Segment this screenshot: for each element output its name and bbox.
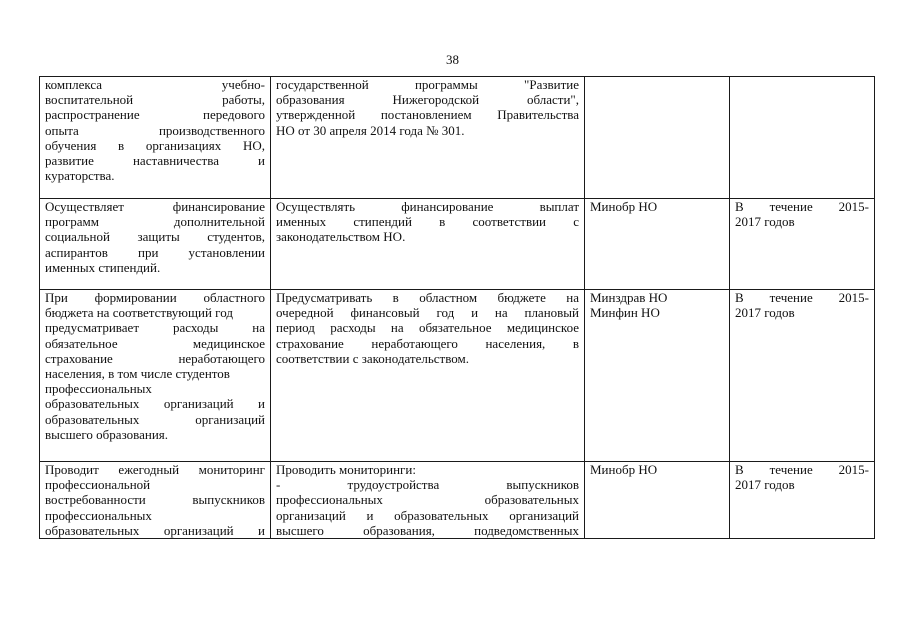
text-line: развитие наставничества и — [45, 153, 265, 169]
text-line: высшего образования. — [45, 426, 169, 442]
text-line: социальной защиты студентов, — [45, 229, 265, 245]
text-line: высшего образования, подведомственных — [276, 522, 579, 538]
text-line: обучения в организациях НО, — [45, 137, 265, 153]
text-line: Минздрав НО — [590, 290, 668, 305]
text-line: кураторства. — [45, 168, 115, 184]
text-line: образовательных организаций и — [45, 522, 265, 538]
text-line: организаций и образовательных организаций — [276, 507, 579, 523]
text-line: соответствии с законодательством. — [276, 350, 470, 366]
text-line: востребованности выпускников — [45, 492, 265, 508]
text-line: именных стипендий в соответствии с — [276, 214, 579, 230]
text-line: именных стипендий. — [45, 259, 161, 275]
responsible-cell — [585, 290, 730, 462]
text-line: законодательством НО. — [276, 229, 406, 245]
text-line: населения, в том числе студентов — [45, 366, 230, 382]
deadline-cell — [730, 199, 875, 290]
text-line: - трудоустройства выпускников — [276, 477, 579, 493]
deadline-cell — [730, 462, 875, 539]
text-line: В течение 2015- — [735, 290, 869, 305]
table-row — [40, 290, 875, 462]
text-line: Предусматривать в областном бюджете на — [276, 290, 579, 305]
text-line: бюджета на соответствующий год — [45, 305, 233, 321]
text-line: профессиональных — [45, 507, 152, 523]
measures-table — [39, 76, 875, 539]
text-line: программ дополнительной — [45, 214, 265, 230]
text-line: обязательное медицинское — [45, 335, 265, 351]
text-line: Минобр НО — [590, 462, 658, 477]
responsible-cell — [585, 199, 730, 290]
text-line: аспирантов при установлении — [45, 244, 265, 260]
text-line: профессиональных — [45, 381, 152, 397]
text-line: В течение 2015- — [735, 462, 869, 477]
text-line: При формировании областного — [45, 290, 265, 305]
measure-cell — [40, 199, 271, 290]
text-line: комплекса учебно- — [45, 77, 265, 92]
text-line: воспитательной работы, — [45, 92, 265, 108]
text-line: Минфин НО — [590, 305, 660, 321]
text-line: 2017 годов — [735, 305, 795, 321]
text-line: опыта производственного — [45, 122, 265, 138]
text-line: профессиональных образовательных — [276, 492, 579, 508]
responsible-cell — [585, 462, 730, 539]
text-line: Проводит ежегодный мониторинг — [45, 462, 265, 477]
text-line: Проводить мониторинги: — [276, 462, 416, 477]
text-line: образовательных организаций и — [45, 396, 265, 412]
text-line: Осуществляет финансирование — [45, 199, 265, 214]
action-cell — [271, 290, 585, 462]
text-line: период расходы на обязательное медицинское — [276, 320, 579, 336]
action-cell — [271, 199, 585, 290]
action-cell — [271, 77, 585, 199]
text-line: 2017 годов — [735, 477, 795, 493]
table-row — [40, 77, 875, 199]
text-line: распространение передового — [45, 107, 265, 123]
text-line: государственной программы "Развитие — [276, 77, 579, 92]
text-line: В течение 2015- — [735, 199, 869, 214]
measure-cell — [40, 462, 271, 539]
action-cell — [271, 462, 585, 539]
text-line: страхование неработающего — [45, 350, 265, 366]
text-line: страхование неработающего населения, в — [276, 335, 579, 351]
table-row — [40, 462, 875, 539]
text-line: НО от 30 апреля 2014 года № 301. — [276, 122, 465, 138]
text-line: образовательных организаций — [45, 411, 265, 427]
table-row — [40, 199, 875, 290]
text-line: 2017 годов — [735, 214, 795, 230]
responsible-cell — [585, 77, 730, 199]
text-line: профессиональной — [45, 477, 151, 493]
text-line: образования Нижегородской области", — [276, 92, 579, 108]
page-number: 38 — [446, 52, 459, 67]
measure-cell — [40, 77, 271, 199]
text-line: утвержденной постановлением Правительства — [276, 107, 579, 123]
deadline-cell — [730, 77, 875, 199]
text-line: Осуществлять финансирование выплат — [276, 199, 579, 214]
measure-cell — [40, 290, 271, 462]
text-line: очередной финансовый год и на плановый — [276, 305, 579, 321]
text-line: предусматривает расходы на — [45, 320, 265, 336]
deadline-cell — [730, 290, 875, 462]
text-line: Минобр НО — [590, 199, 658, 214]
